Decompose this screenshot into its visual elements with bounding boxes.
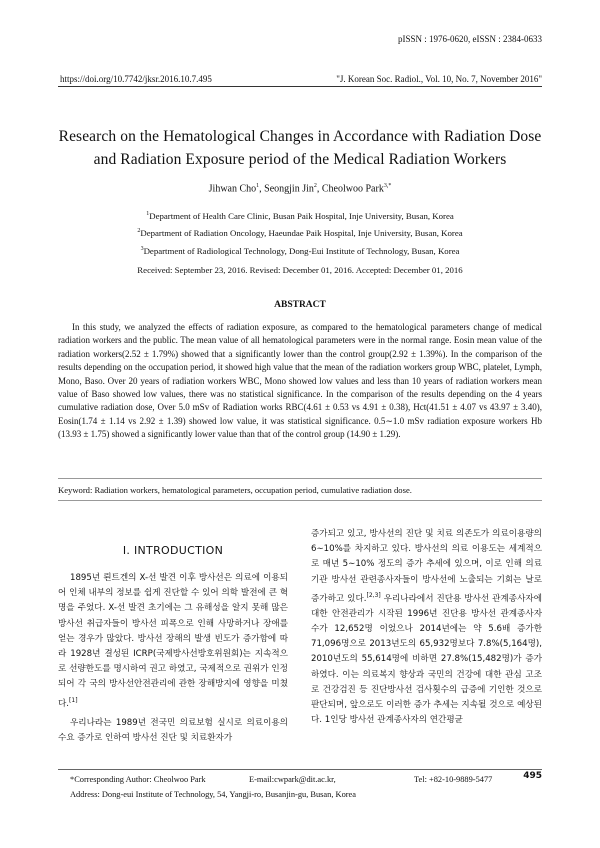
left-column bbox=[58, 536, 288, 750]
author-phone: Tel: +82-10-9889-5477 bbox=[414, 775, 493, 784]
abstract-body: In this study, we analyzed the effects of radiation exposure, as compared to the hematological parameters change of medical radiation workers and the public. The mean value of all hematological parameters were in the normal range. Eosin mean value of the radiation workers(2.52 ± 1.79%) showed that a significantly lower than the control group(2.92 ± 1.39%). In the comparison of the results depending on the occupation period, it showed high value that the mean of the radiation workers group WBC, platelet, Lymph, Mono, Baso. Over 20 years of radiation workers WBC, Mono showed low values and less than 10 years of radiation workers mean value of Baso showed low values, there was no statistical significance. In the comparison of the results depending on the 4 years cumulative radiation dose, Over 5.0 mSv of Radiation works RBC(4.61 ± 0.53 vs 4.91 ± 0.38), Hct(41.51 ± 4.07 vs 43.97 ± 3.40), Eosin(1.74 ± 1.14 vs 2.92 ± 1.39) showed low value, it was statistical significance. 0.5∼1.0 mSv radiation exposure workers Hb (13.93 ± 1.75) showed a significantly lower value than that of the control group (14.90 ± 1.29). bbox=[58, 322, 542, 440]
author-name: Jihwan Cho bbox=[208, 183, 257, 195]
author-name: Cheolwoo Park bbox=[321, 183, 384, 195]
issn-line: pISSN : 1976-0620, eISSN : 2384-0633 bbox=[397, 34, 542, 44]
keyword-bottom-divider bbox=[58, 500, 542, 501]
author-sup: 2 bbox=[313, 183, 317, 189]
page-number: 495 bbox=[523, 771, 542, 781]
affiliation-sup: 1 bbox=[146, 211, 150, 217]
affiliation-text: Department of Radiological Technology, Dong-Eui Institute of Technology, Busan, Korea bbox=[143, 245, 460, 256]
author-name: Seongjin Jin bbox=[264, 183, 314, 195]
header-divider bbox=[58, 86, 542, 87]
journal-citation: "J. Korean Soc. Radiol., Vol. 10, No. 7, November 2016" bbox=[336, 74, 542, 84]
affiliation bbox=[58, 242, 542, 259]
keywords: Keyword: Radiation workers, hematological parameters, occupation period, cumulative radiation dose. bbox=[58, 485, 412, 495]
affiliation-list bbox=[58, 207, 542, 259]
received-dates: Received: September 23, 2016. Revised: December 01, 2016. Accepted: December 01, 2016 bbox=[137, 265, 463, 275]
citation-ref[interactable]: [2,3] bbox=[366, 591, 381, 599]
footer-divider bbox=[58, 769, 542, 770]
author-email[interactable]: E-mail:cwpark@dit.ac.kr, bbox=[249, 775, 336, 784]
author-sup: 1 bbox=[256, 183, 260, 189]
keyword-top-divider bbox=[58, 478, 542, 479]
corresponding-author: *Corresponding Author: Cheolwoo Park bbox=[70, 775, 206, 784]
author-address: Address: Dong-eui Institute of Technology, 54, Yangji-ro, Busanjin-gu, Busan, Korea bbox=[70, 790, 356, 799]
affiliation bbox=[58, 207, 542, 224]
affiliation-sup: 2 bbox=[137, 228, 141, 235]
affiliation-text: Department of Radiation Oncology, Haeundae Paik Hospital, Inje University, Busan, Korea bbox=[140, 228, 463, 239]
introduction-heading: Ⅰ. INTRODUCTION bbox=[122, 544, 224, 557]
author-sup: 3,* bbox=[383, 183, 392, 189]
intro-paragraph bbox=[58, 571, 288, 712]
paragraph-text: 1895년 뢴트겐의 X-선 발견 이후 방사선은 의료에 이용되어 인체 내부의 정보를 쉽게 진단할 수 있어 의학 발전에 큰 혁명을 주었다. X-선 발견 초기에는 그 유해성을 알지 못해 많은 방사선 취급자들이 방사선 피폭으로 인해 사망하거나 장애를 얻는 경우가 많았다. 방사선 장해의 발생 빈도가 증가함에 따라 1928년 결성된 ICRP(국제방사선방호위원회)는 지속적으로 선량한도를 명시하여 권고 하였고, 국제적으로 권위가 인정되어 각 국의 방사선안전관리에 관한 장해방지에 영향을 미쳤다. bbox=[58, 573, 288, 709]
citation-ref[interactable]: [1] bbox=[69, 696, 78, 704]
doi-link[interactable]: https://doi.org/10.7742/jksr.2016.10.7.495 bbox=[60, 74, 212, 84]
affiliation-text: Department of Health Care Clinic, Busan Paik Hospital, Inje University, Busan, Korea bbox=[149, 210, 454, 221]
paper-title: Research on the Hematological Changes in Accordance with Radiation Dose and Radiation Exposure period of the Medical Radiation Workers bbox=[58, 128, 542, 168]
affiliation-sup: 3 bbox=[140, 245, 144, 252]
abstract-heading: ABSTRACT bbox=[274, 300, 326, 310]
intro-paragraph bbox=[58, 716, 288, 746]
author-list: Jihwan Cho$^1$, Seongjin Jin$^2$, Cheolwoo Park$^{3,*}$ bbox=[208, 183, 392, 195]
intro-paragraph bbox=[311, 527, 542, 729]
affiliation bbox=[58, 224, 542, 241]
paragraph-text: 우리나라에서 진단용 방사선 관계종사자에 대한 안전관리가 시작된 1996년 진단용 방사선 관계종사자 수가 12,652명 이었으나 2014년에는 약 5.6배 증가한 71,096명으로 2013년도의 65,932명보다 7.8%(5,164명), 2010년도의 55,614명에 비하면 27.8%(15,482명)가 증가 하였다. 이는 의료복지 향상과 국민의 건강에 대한 관심 고조로 건강검진 등 진단방사선 검사횟수의 급증에 기인한 것으로 판단되며, 앞으로도 이러한 증가 추세는 지속될 것으로 예상된다. 1인당 방사선 관계종사자의 연간평균 bbox=[311, 593, 542, 726]
paragraph-text: 우리나라는 1989년 전국민 의료보험 실시로 의료이용의 수요 증가로 인하여 방사선 진단 및 치료환자가 bbox=[58, 717, 288, 743]
right-column bbox=[311, 527, 542, 733]
paragraph-text: 증가되고 있고, 방사선의 진단 및 치료 의존도가 의료이용량의 6∼10%를 차지하고 있다. 방사선의 의료 이용도는 세계적으로 매년 5∼10% 정도의 증가 추세에 있으며, 이로 인해 의료기관 방사선 관련종사자들이 방사선에 노출되는 기회는 날로 증가하고 있다. bbox=[311, 529, 542, 604]
